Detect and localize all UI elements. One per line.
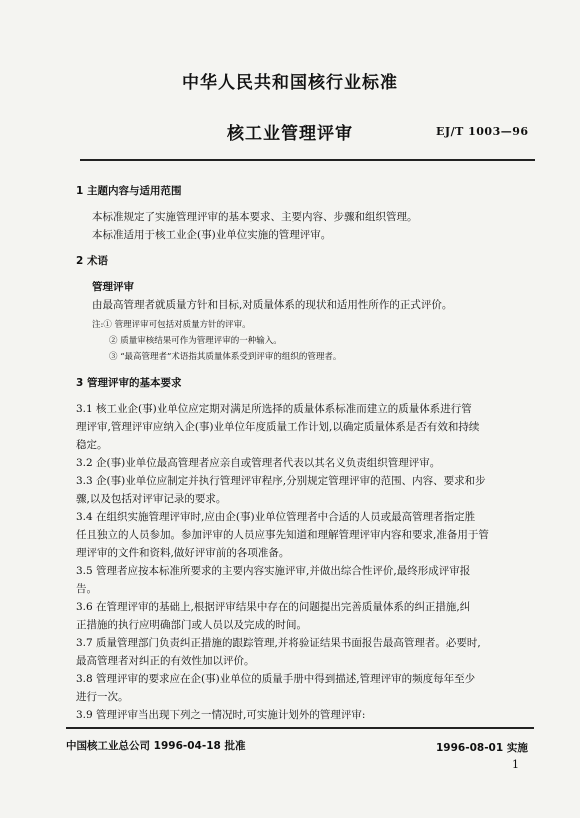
section-2-heading: 2 术语: [76, 255, 108, 267]
clause-3-5: 告。: [76, 583, 97, 595]
clause-3-1: 稳定。: [76, 439, 108, 451]
clause-3-5: 3.5 管理者应按本标准所要求的主要内容实施评审,并做出综合性评价,最终形成评审报: [76, 565, 471, 577]
clause-3-8: 3.8 管理评审的要求应在企(事)业单位的质量手册中得到描述,管理评审的频度每年至少: [76, 673, 476, 685]
clause-3-4: 任且独立的人员参加。参加评审的人员应事先知道和理解管理评审内容和要求,准备用于管: [76, 529, 489, 541]
clause-3-4: 3.4 在组织实施管理评审时,应由企(事)业单位管理者中合适的人员或最高管理者指定胜: [76, 511, 476, 523]
approval-line: 中国核工业总公司 1996-04-18 批准: [66, 740, 246, 752]
term-note: ② 质量审核结果可作为管理评审的一种输入。: [109, 336, 282, 346]
header-rule: [80, 159, 535, 161]
section-1-paragraph: 本标准规定了实施管理评审的基本要求、主要内容、步骤和组织管理。: [92, 211, 418, 223]
section-1-heading: 1 主题内容与适用范围: [76, 185, 182, 197]
term-definition: 由最高管理者就质量方针和目标,对质量体系的现状和适用性所作的正式评价。: [92, 299, 453, 311]
clause-3-8: 进行一次。: [76, 691, 129, 703]
clause-3-1: 3.1 核工业企(事)业单位应定期对满足所选择的质量体系标准而建立的质量体系进行管: [76, 403, 472, 415]
standard-body-header: 中华人民共和国核行业标准: [182, 73, 398, 93]
clause-3-2: 3.2 企(事)业单位最高管理者应亲自或管理者代表以其名义负责组织管理评审。: [76, 457, 441, 469]
footer-rule: [66, 727, 534, 729]
term-heading: 管理评审: [92, 281, 134, 293]
clause-3-3: 3.3 企(事)业单位应制定并执行管理评审程序,分别规定管理评审的范围、内容、要求和步: [76, 475, 486, 487]
clause-3-9: 3.9 管理评审当出现下列之一情况时,可实施计划外的管理评审:: [76, 709, 366, 721]
clause-3-6: 3.6 在管理评审的基础上,根据评审结果中存在的问题提出完善质量体系的纠正措施,纠: [76, 601, 471, 613]
section-3-heading: 3 管理评审的基本要求: [76, 377, 182, 389]
section-1-paragraph: 本标准适用于核工业企(事)业单位实施的管理评审。: [92, 229, 332, 241]
page-number: 1: [512, 758, 519, 771]
term-note: ③ “最高管理者”术语指其质量体系受到评审的组织的管理者。: [109, 352, 342, 362]
clause-3-7: 3.7 质量管理部门负责纠正措施的跟踪管理,并将验证结果书面报告最高管理者。必要时,: [76, 637, 481, 649]
clause-3-3: 骤,以及包括对评审记录的要求。: [76, 493, 227, 505]
clause-3-6: 正措施的执行应明确部门或人员以及完成的时间。: [76, 619, 307, 631]
term-note: 注:① 管理评审可包括对质量方针的评审。: [92, 320, 251, 330]
clause-3-1: 理评审,管理评审应纳入企(事)业单位年度质量工作计划,以确定质量体系是否有效和持续: [76, 421, 480, 433]
clause-3-7: 最高管理者对纠正的有效性加以评价。: [76, 655, 255, 667]
document-title: 核工业管理评审: [227, 124, 353, 144]
standard-number: EJ/T 1003—96: [436, 125, 529, 138]
implementation-date: 1996-08-01 实施: [436, 742, 528, 754]
clause-3-4: 理评审的文件和资料,做好评审前的各项准备。: [76, 547, 290, 559]
